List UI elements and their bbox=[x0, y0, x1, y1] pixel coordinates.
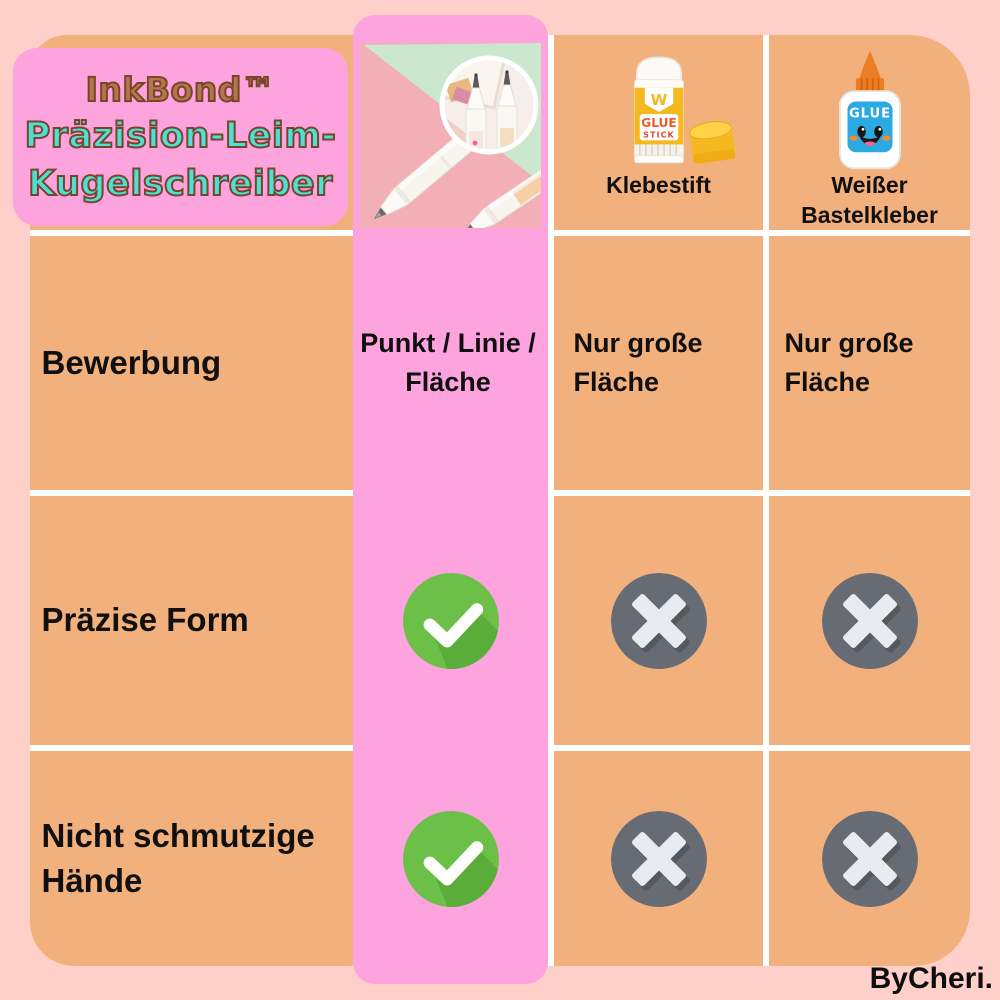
cross-icon bbox=[611, 811, 707, 907]
product-title-box bbox=[13, 48, 348, 226]
header-cell-bastelkleber bbox=[769, 35, 970, 230]
glue-stick-icon bbox=[583, 49, 735, 171]
glue-bottle-label-text: GLUE bbox=[848, 106, 891, 122]
row-label-cell bbox=[30, 496, 353, 745]
product-check-cell bbox=[353, 496, 548, 745]
competitor1-label: Klebestift bbox=[606, 172, 711, 198]
competitor2-cross-cell bbox=[769, 496, 970, 745]
competitor1-value-bewerbung bbox=[554, 236, 763, 490]
row-label-cell bbox=[30, 751, 353, 966]
cross-icon bbox=[822, 573, 918, 669]
competitor2-value-bewerbung bbox=[769, 236, 970, 490]
competitor2-label: Weißer Bastelkleber bbox=[801, 172, 938, 228]
glue-bottle-icon bbox=[818, 49, 922, 171]
competitor1-cross-cell bbox=[554, 751, 763, 966]
product-photo bbox=[360, 43, 541, 228]
row-label-praezise-form: Präzise Form bbox=[41, 601, 249, 639]
competitor2-cross-cell bbox=[769, 751, 970, 966]
glue-stick-glue-text: GLUE bbox=[640, 116, 677, 131]
row-label-nicht-schmutzige-haende: Nicht schmutzige Hände bbox=[41, 816, 315, 899]
value-text: Nur große Fläche bbox=[784, 327, 914, 397]
row-label-cell bbox=[30, 236, 353, 490]
check-icon bbox=[403, 573, 499, 669]
check-icon bbox=[403, 811, 499, 907]
product-value-bewerbung: Punkt / Linie / Fläche bbox=[360, 327, 536, 397]
glue-stick-stick-text: STICK bbox=[642, 129, 675, 140]
header-cell-klebestift bbox=[554, 35, 763, 230]
glue-stick-logo-text: W bbox=[650, 90, 667, 109]
brand-logo-text: ByCheri. bbox=[869, 962, 993, 995]
product-brand-name: InkBond™ bbox=[85, 69, 276, 109]
product-check-cell bbox=[353, 751, 548, 966]
product-title-line2: Präzision-Leim- bbox=[24, 115, 337, 156]
value-text: Nur große Fläche bbox=[573, 327, 703, 397]
row-label-bewerbung: Bewerbung bbox=[41, 343, 222, 381]
cross-icon bbox=[611, 573, 707, 669]
cross-icon bbox=[822, 811, 918, 907]
product-title-line3: Kugelschreiber bbox=[28, 163, 333, 204]
competitor1-cross-cell bbox=[554, 496, 763, 745]
